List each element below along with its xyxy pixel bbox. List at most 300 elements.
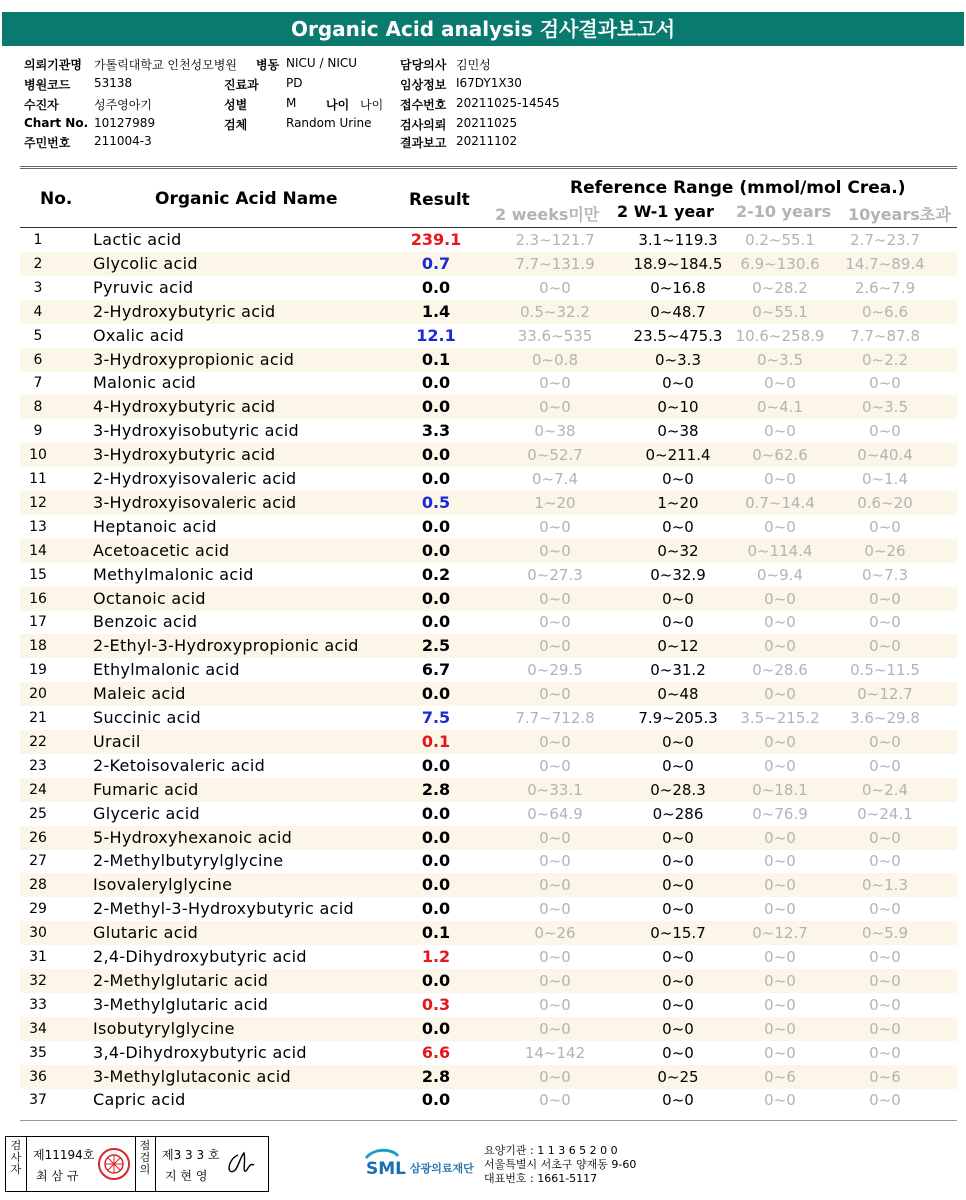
ref-range-2-10y: 0~0 <box>764 995 796 1014</box>
acid-name: Malonic acid <box>93 373 197 393</box>
ref-range-2-10y: 0~0 <box>764 900 796 919</box>
acid-name: 3-Methylglutaconic acid <box>93 1066 291 1086</box>
table-row <box>20 921 957 945</box>
chart-value: 10127989 <box>94 116 156 130</box>
ref-range-over-10y: 0~0 <box>869 828 901 847</box>
ref-range-under-2w: 0~26 <box>534 924 576 943</box>
patient-label: 수진자 <box>24 98 59 112</box>
ref-range-2-10y: 0~0 <box>764 971 796 990</box>
ref-range-under-2w: 0~0 <box>539 900 571 919</box>
table-row <box>20 1017 957 1041</box>
ref-range-2w-1y: 0~0 <box>662 589 694 608</box>
clinical-value: I67DY1X30 <box>456 76 522 90</box>
result-value: 0.0 <box>421 851 451 871</box>
specimen-label: 검체 <box>224 118 248 132</box>
ref-col-2-10y: 2-10 years <box>736 202 832 221</box>
table-row <box>20 252 957 276</box>
ref-range-under-2w: 0~0 <box>539 637 571 656</box>
row-number: 18 <box>29 638 47 655</box>
institution-value: 가톨릭대학교 인천성모병원 <box>94 58 237 72</box>
row-number: 11 <box>29 471 47 487</box>
doctor-value: 김민성 <box>456 58 491 72</box>
ref-range-2w-1y: 0~0 <box>662 613 694 632</box>
acid-name: 3-Hydroxybutyric acid <box>93 445 276 465</box>
ref-col-under-2w: 2 weeks미만 <box>495 205 600 224</box>
ref-range-2-10y: 0~18.1 <box>752 780 808 799</box>
ref-range-under-2w: 0~33.1 <box>527 780 583 799</box>
result-value: 0.0 <box>421 516 451 536</box>
acid-name: 2-Ethyl-3-Hydroxypropionic acid <box>93 636 359 656</box>
ref-range-over-10y: 0~0 <box>869 948 901 966</box>
row-number: 26 <box>29 829 47 846</box>
acid-name: 3-Methylglutaric acid <box>93 994 269 1014</box>
result-value: 6.7 <box>421 660 451 680</box>
ref-range-under-2w: 0~7.4 <box>532 470 578 488</box>
table-row <box>20 587 957 611</box>
ref-range-over-10y: 0~2.4 <box>862 780 908 799</box>
ref-range-2w-1y: 0~286 <box>652 804 704 823</box>
ref-range-over-10y: 0~40.4 <box>857 446 913 465</box>
ref-range-under-2w: 0~0.8 <box>532 350 578 369</box>
ref-range-2-10y: 0~6 <box>764 1067 796 1086</box>
result-value: 0.5 <box>421 492 451 512</box>
ref-range-over-10y: 0~6.6 <box>862 302 908 321</box>
ref-range-2-10y: 0~0 <box>764 613 796 632</box>
result-value: 0.0 <box>421 970 451 990</box>
table-row <box>20 300 957 324</box>
ref-range-over-10y: 0~24.1 <box>857 804 913 823</box>
ward-value: NICU / NICU <box>286 56 358 70</box>
result-value: 0.3 <box>421 994 451 1014</box>
ref-range-over-10y: 0~0 <box>869 995 901 1014</box>
row-number: 33 <box>29 996 47 1013</box>
result-value: 0.7 <box>421 253 451 273</box>
table-row <box>20 634 957 658</box>
ref-range-2-10y: 0~0 <box>764 732 796 751</box>
result-value: 0.1 <box>421 349 451 369</box>
ref-range-2w-1y: 1~20 <box>657 493 699 512</box>
result-value: 0.0 <box>421 612 451 632</box>
result-value: 0.0 <box>421 1090 451 1110</box>
ref-range-over-10y: 0~0 <box>869 732 901 751</box>
result-value: 0.0 <box>421 277 451 297</box>
table-row <box>20 849 957 873</box>
result-value: 0.0 <box>421 445 451 465</box>
ref-range-2-10y: 0~0 <box>764 876 796 895</box>
row-number: 17 <box>29 614 47 631</box>
ref-col-2w-1y: 2 W-1 year <box>617 202 714 221</box>
row-number: 28 <box>29 877 47 894</box>
result-value: 239.1 <box>410 230 462 249</box>
acid-name: 2-Ketoisovaleric acid <box>93 755 266 775</box>
ref-range-over-10y: 0~0 <box>869 1091 901 1110</box>
ref-range-2w-1y: 0~28.3 <box>650 780 706 799</box>
acid-name: Uracil <box>93 731 141 751</box>
ref-range-under-2w: 0~0 <box>539 517 571 536</box>
reviewer-license: 제3 3 3 호 <box>162 1148 220 1162</box>
ref-range-2-10y: 0~76.9 <box>752 804 808 823</box>
row-number: 35 <box>29 1044 47 1061</box>
tester-name: 최 삼 규 <box>36 1169 79 1183</box>
ref-range-2-10y: 0~0 <box>764 852 796 871</box>
result-value: 0.0 <box>421 588 451 608</box>
hospital-code-label: 병원코드 <box>24 78 71 92</box>
result-value: 7.5 <box>421 708 451 727</box>
table-row <box>20 563 957 587</box>
sex-value: M <box>286 96 297 110</box>
acid-name: Ethylmalonic acid <box>93 660 240 680</box>
table-row <box>20 658 957 682</box>
ref-range-under-2w: 0~0 <box>539 732 571 751</box>
ref-range-2-10y: 0~55.1 <box>752 302 808 321</box>
table-row <box>20 730 957 754</box>
ref-range-2-10y: 0~0 <box>764 828 796 847</box>
acid-name: 2-Hydroxybutyric acid <box>93 301 276 321</box>
acid-name: 2-Methylbutyrylglycine <box>93 851 284 871</box>
ref-range-2w-1y: 0~16.8 <box>650 278 706 297</box>
age-label: 나이 <box>326 98 350 112</box>
ref-range-under-2w: 0~0 <box>539 852 571 871</box>
ref-range-2w-1y: 0~0 <box>662 995 694 1014</box>
acid-name: 2-Methyl-3-Hydroxybutyric acid <box>93 899 354 919</box>
acid-name: Succinic acid <box>93 708 201 727</box>
col-header-name: Organic Acid Name <box>155 189 338 209</box>
org-phone: 대표번호 : 1661-5117 <box>484 1172 598 1185</box>
acid-name: Isobutyrylglycine <box>93 1018 235 1038</box>
result-value: 2.8 <box>421 1066 451 1086</box>
ref-range-under-2w: 1~20 <box>534 493 576 512</box>
result-value: 1.4 <box>421 301 451 321</box>
ref-range-2w-1y: 0~0 <box>662 517 694 536</box>
table-row <box>20 802 957 826</box>
department-value: PD <box>286 76 303 90</box>
report-date-value: 20211102 <box>456 134 518 148</box>
table-row <box>20 706 957 730</box>
seal-stamp-icon <box>97 1147 131 1184</box>
result-value: 6.6 <box>421 1042 451 1062</box>
ref-range-over-10y: 0~0 <box>869 422 901 441</box>
org-logo-text: SML <box>366 1159 406 1179</box>
ref-range-2w-1y: 0~12 <box>657 637 699 656</box>
row-number: 32 <box>29 972 47 989</box>
result-value: 0.0 <box>421 373 451 393</box>
ref-range-under-2w: 0~0 <box>539 278 571 297</box>
ref-range-over-10y: 0~5.9 <box>862 924 908 943</box>
ref-range-2w-1y: 0~0 <box>662 828 694 847</box>
ref-range-under-2w: 0~0 <box>539 971 571 990</box>
hospital-code-value: 53138 <box>94 76 133 90</box>
age-value: 나이 <box>360 98 384 112</box>
ref-range-under-2w: 0~0 <box>539 374 571 393</box>
ref-range-over-10y: 0~12.7 <box>857 685 913 704</box>
acid-name: 4-Hydroxybutyric acid <box>93 397 276 417</box>
ref-range-2-10y: 0~0 <box>764 422 796 441</box>
id-label: 주민번호 <box>24 136 71 150</box>
ref-range-under-2w: 2.3~121.7 <box>515 231 595 249</box>
row-number: 36 <box>29 1068 47 1085</box>
patient-info <box>24 55 944 155</box>
ref-range-2w-1y: 0~0 <box>662 852 694 871</box>
table-row <box>20 1041 957 1065</box>
reviewer-label: 점검의 <box>139 1139 151 1176</box>
receipt-value: 20211025-14545 <box>456 96 560 110</box>
info-divider <box>20 166 957 169</box>
table-row <box>20 419 957 443</box>
ref-range-2w-1y: 0~0 <box>662 948 694 966</box>
ref-range-2-10y: 0.7~14.4 <box>745 493 815 512</box>
ref-range-under-2w: 0~0 <box>539 1091 571 1110</box>
ref-range-2-10y: 0~0 <box>764 685 796 704</box>
result-value: 0.1 <box>421 731 451 751</box>
ref-range-2w-1y: 0~32.9 <box>650 565 706 584</box>
ref-range-2w-1y: 0~32 <box>657 541 699 560</box>
ref-range-over-10y: 0~1.3 <box>862 876 908 895</box>
patient-value: 성주영아기 <box>94 98 152 112</box>
col-header-no: No. <box>40 189 73 209</box>
ref-range-2-10y: 0~0 <box>764 517 796 536</box>
ref-range-2w-1y: 0~48.7 <box>650 302 706 321</box>
ref-range-2-10y: 0~28.2 <box>752 278 808 297</box>
result-value: 1.2 <box>421 947 451 966</box>
ref-range-2-10y: 0~0 <box>764 470 796 488</box>
ref-range-2-10y: 0~0 <box>764 637 796 656</box>
row-number: 29 <box>29 901 47 918</box>
acid-name: Glycolic acid <box>93 253 198 273</box>
table-row <box>20 491 957 515</box>
row-number: 9 <box>33 423 43 440</box>
sex-label: 성별 <box>224 98 248 112</box>
ref-range-over-10y: 0.6~20 <box>857 493 913 512</box>
ref-range-under-2w: 0~29.5 <box>527 661 583 680</box>
ref-range-2w-1y: 0~0 <box>662 971 694 990</box>
ref-range-2w-1y: 0~0 <box>662 470 694 488</box>
result-value: 2.5 <box>421 636 451 656</box>
ref-range-over-10y: 3.6~29.8 <box>850 709 920 727</box>
ref-range-2w-1y: 0~38 <box>657 422 699 441</box>
ref-range-under-2w: 0~0 <box>539 1019 571 1038</box>
result-value: 0.0 <box>421 899 451 919</box>
acid-name: Glyceric acid <box>93 803 200 823</box>
result-value: 3.3 <box>421 421 451 441</box>
ref-range-2w-1y: 0~0 <box>662 374 694 393</box>
row-number: 31 <box>29 949 47 965</box>
ref-range-over-10y: 0~0 <box>869 1043 901 1062</box>
ref-range-2w-1y: 0~3.3 <box>655 350 701 369</box>
acid-name: 3-Hydroxypropionic acid <box>93 349 295 369</box>
acid-name: Methylmalonic acid <box>93 564 254 584</box>
table-row <box>20 682 957 706</box>
table-row <box>20 778 957 802</box>
row-number: 21 <box>29 710 47 726</box>
ref-range-2-10y: 0~28.6 <box>752 661 808 680</box>
ref-range-over-10y: 2.6~7.9 <box>854 278 916 297</box>
ref-range-2-10y: 0~114.4 <box>747 541 813 560</box>
result-value: 0.0 <box>421 755 451 775</box>
ref-range-2w-1y: 0~0 <box>662 732 694 751</box>
table-row <box>20 873 957 897</box>
acid-name: Octanoic acid <box>93 588 206 608</box>
row-number: 24 <box>29 781 47 798</box>
acid-name: Pyruvic acid <box>93 277 194 297</box>
ref-range-2-10y: 3.5~215.2 <box>740 709 820 727</box>
ref-range-over-10y: 0~0 <box>869 589 901 608</box>
ref-range-under-2w: 0~52.7 <box>527 446 583 465</box>
table-row <box>20 897 957 921</box>
ref-range-over-10y: 0~0 <box>869 756 901 775</box>
acid-name: Oxalic acid <box>93 325 185 345</box>
ref-range-under-2w: 0~0 <box>539 613 571 632</box>
ref-range-over-10y: 7.7~87.8 <box>850 326 920 345</box>
ref-range-over-10y: 0~6 <box>869 1067 901 1086</box>
ref-range-2w-1y: 0~0 <box>662 1091 694 1110</box>
table-row <box>20 348 957 372</box>
row-number: 20 <box>29 686 47 703</box>
ref-range-under-2w: 14~142 <box>524 1043 586 1062</box>
acid-name: 2-Methylglutaric acid <box>93 970 269 990</box>
table-row <box>20 276 957 300</box>
tester-license: 제11194호 <box>33 1148 95 1162</box>
reviewer-name: 지 현 영 <box>165 1169 208 1183</box>
ref-range-2w-1y: 0~25 <box>657 1067 699 1086</box>
table-row <box>20 515 957 539</box>
row-number: 27 <box>29 853 47 870</box>
ref-range-under-2w: 0~38 <box>534 422 576 441</box>
ref-range-2w-1y: 0~15.7 <box>650 924 706 943</box>
row-number: 13 <box>29 518 47 535</box>
table-row <box>20 371 957 395</box>
acid-name: Glutaric acid <box>93 923 199 943</box>
acid-name: Maleic acid <box>93 684 186 704</box>
result-value: 12.1 <box>416 325 456 345</box>
ref-col-over-10y: 10years초과 <box>848 205 951 224</box>
row-number: 7 <box>33 375 43 392</box>
result-value: 0.0 <box>421 469 451 488</box>
row-number: 14 <box>29 542 47 559</box>
ward-label: 병동 <box>256 58 280 72</box>
acid-name: 5-Hydroxyhexanoic acid <box>93 827 293 847</box>
acid-name: 2-Hydroxyisovaleric acid <box>93 469 297 488</box>
acid-name: 3,4-Dihydroxybutyric acid <box>93 1042 307 1062</box>
institution-label: 의뢰기관명 <box>24 58 82 72</box>
ref-range-2-10y: 0~0 <box>764 1043 796 1062</box>
tester-label: 검사자 <box>10 1139 22 1176</box>
report-date-label: 결과보고 <box>400 136 447 150</box>
table-row <box>20 945 957 969</box>
acid-name: 2,4-Dihydroxybutyric acid <box>93 947 307 966</box>
ref-range-over-10y: 0~0 <box>869 900 901 919</box>
department-label: 진료과 <box>224 78 259 92</box>
ref-range-over-10y: 0~0 <box>869 1019 901 1038</box>
acid-name: 3-Hydroxyisobutyric acid <box>93 421 299 441</box>
ref-range-2w-1y: 0~0 <box>662 1019 694 1038</box>
row-number: 12 <box>29 494 47 511</box>
ref-range-2w-1y: 0~0 <box>662 876 694 895</box>
ref-range-under-2w: 7.7~712.8 <box>515 709 595 727</box>
signature-icon <box>224 1149 258 1182</box>
ref-range-2-10y: 0~0 <box>764 374 796 393</box>
ref-range-2-10y: 10.6~258.9 <box>735 326 825 345</box>
table-row <box>20 1065 957 1089</box>
ref-range-title: Reference Range (mmol/mol Crea.) <box>570 178 906 198</box>
ref-range-2-10y: 0~0 <box>764 756 796 775</box>
table-row <box>20 993 957 1017</box>
row-number: 16 <box>29 590 47 607</box>
signature-box <box>5 1136 269 1192</box>
ref-range-2w-1y: 23.5~475.3 <box>633 326 723 345</box>
result-value: 2.8 <box>421 779 451 799</box>
ref-range-under-2w: 0~0 <box>539 589 571 608</box>
row-number: 15 <box>29 566 47 583</box>
ref-range-over-10y: 0.5~11.5 <box>850 661 920 680</box>
ref-range-over-10y: 14.7~89.4 <box>845 254 925 273</box>
ref-range-over-10y: 0~0 <box>869 852 901 871</box>
ref-range-over-10y: 0~26 <box>864 541 906 560</box>
acid-name: 3-Hydroxyisovaleric acid <box>93 492 297 512</box>
row-number: 8 <box>33 399 43 416</box>
row-number: 25 <box>29 805 47 822</box>
table-row <box>20 395 957 419</box>
result-value: 0.0 <box>421 803 451 823</box>
org-name: 삼광의료재단 <box>410 1162 474 1175</box>
ref-range-2-10y: 0~62.6 <box>752 446 808 465</box>
org-logo <box>364 1148 480 1186</box>
ref-range-under-2w: 0~0 <box>539 756 571 775</box>
row-number: 3 <box>33 279 43 296</box>
ref-range-over-10y: 0~0 <box>869 637 901 656</box>
ref-range-2-10y: 0~0 <box>764 1091 796 1110</box>
ref-range-2-10y: 0~4.1 <box>757 398 803 417</box>
org-contact <box>484 1144 636 1186</box>
row-number: 37 <box>29 1092 47 1109</box>
receipt-label: 접수번호 <box>400 98 447 112</box>
clinical-label: 임상정보 <box>400 78 447 92</box>
table-row <box>20 610 957 634</box>
request-value: 20211025 <box>456 116 518 130</box>
acid-name: Benzoic acid <box>93 612 198 632</box>
ref-range-under-2w: 0.5~32.2 <box>520 302 590 321</box>
ref-range-under-2w: 0~0 <box>539 685 571 704</box>
ref-range-2w-1y: 3.1~119.3 <box>638 231 718 249</box>
result-value: 0.0 <box>421 875 451 895</box>
ref-range-2w-1y: 7.9~205.3 <box>638 709 718 727</box>
doctor-label: 담당의사 <box>400 58 447 72</box>
result-value: 0.1 <box>421 923 451 943</box>
table-row <box>20 228 957 252</box>
result-value: 0.0 <box>421 684 451 704</box>
ref-range-over-10y: 0~2.2 <box>862 350 908 369</box>
table-row <box>20 826 957 850</box>
result-value: 0.0 <box>421 1018 451 1038</box>
ref-range-2-10y: 6.9~130.6 <box>740 254 820 273</box>
ref-range-2-10y: 0~0 <box>764 948 796 966</box>
ref-range-2w-1y: 0~31.2 <box>650 661 706 680</box>
ref-range-2-10y: 0.2~55.1 <box>745 231 815 249</box>
table-row <box>20 324 957 348</box>
acid-name: Acetoacetic acid <box>93 540 230 560</box>
id-value: 211004-3 <box>94 134 152 148</box>
ref-range-2-10y: 0~0 <box>764 589 796 608</box>
table-row <box>20 539 957 563</box>
acid-name: Lactic acid <box>93 230 182 249</box>
result-value: 0.0 <box>421 397 451 417</box>
result-value: 0.0 <box>421 827 451 847</box>
ref-range-2w-1y: 0~0 <box>662 756 694 775</box>
table-row <box>20 1088 957 1112</box>
ref-range-2w-1y: 0~10 <box>657 398 699 417</box>
table-bottom-divider <box>20 1120 957 1121</box>
ref-range-over-10y: 0~0 <box>869 971 901 990</box>
col-header-result: Result <box>409 190 470 210</box>
